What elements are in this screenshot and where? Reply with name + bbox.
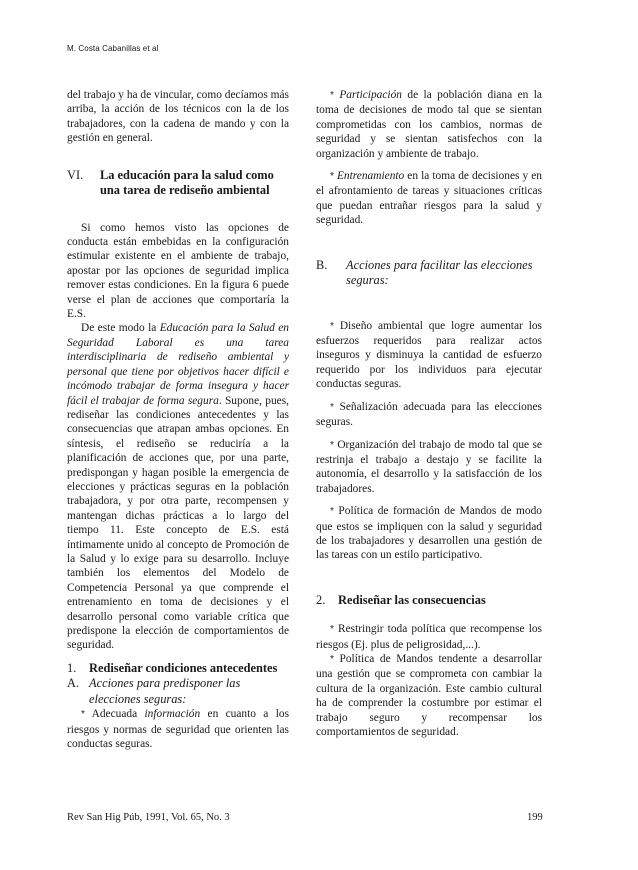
section-number: 2. [316, 592, 326, 607]
text-run: en la toma de decisiones y en el afrontamiento de tareas y situaciones críticas que puedan entrañar riesgos para la salud y seguridad. [316, 170, 542, 227]
text-run: Restringir toda política que recompense los riesgos (Ej. plus de peligrosidad,...). [316, 623, 542, 651]
left-column [67, 88, 289, 752]
asterisk-bullet: * [330, 171, 334, 183]
text-run: Política de formación de Mandos de modo que estos se impliquen con la salud y seguridad de los trabajadores y desarrollen una gestión de las tareas con un estilo participativo. [316, 505, 542, 562]
text-run: . Supone, pues, rediseñar las condiciones antecedentes y las consecuencias que atrapan ambas opciones. En síntesis, el rediseño se reduciría a la planificación de acciones que, por una parte, predispongan y hagan posible la emergencia de elecciones y prácticas seguras en la población trabajadora, y por otra parte, recompensen y mantengan dichas prácticas a lo largo del tiempo 11. Este concepto de E.S. está íntimamente unido al concepto de Promoción de la Salud y lo exige para su desarrollo. Incluye también los elementos del Modelo de Competencia Personal ya que comprende el entrenamiento en toma de decisiones y el desarrollo personal como variable crítica que predispone la elección de comportamientos de seguridad. [67, 394, 290, 652]
right-column [316, 88, 542, 740]
text-run: Política de Mandos tendente a desarrollar una gestión que se comprometa con cambiar la cultura de la organización. Este cambio cultural ha de comprender la costumbre por estimar el trabajo seguro y recompensar los comportamientos de seguridad. [316, 653, 542, 739]
bullet-item [316, 400, 542, 430]
section-number: VI. [67, 167, 84, 182]
bullet-item [316, 169, 542, 228]
section-title: Acciones para predisponer las elecciones seguras: [89, 676, 241, 706]
emphasis-text: Educación para la Salud en Seguridad Laboral es una tarea interdisciplinaria de rediseño ambiental y personal que tiene por objetivos hacer difícil e incómodo trabajar de forma insegura y hacer fácil el trabajar de forma segura [67, 322, 289, 407]
asterisk-bullet: * [330, 439, 334, 451]
asterisk-bullet: * [330, 320, 334, 332]
asterisk-bullet: * [330, 624, 334, 636]
asterisk-bullet: * [330, 654, 334, 666]
section-title: La educación para la salud como una tarea de rediseño ambiental [100, 167, 274, 198]
asterisk-bullet: * [330, 90, 334, 101]
section-letter: A. [67, 676, 80, 691]
subsection-heading-b [316, 258, 542, 289]
bullet-item [316, 652, 542, 739]
page-number: 199 [527, 812, 543, 823]
bullet-item [316, 88, 542, 161]
text-run: Organización del trabajo de modo tal que se restrinja el trabajo a destajo y se facilite la autonomía, el desarrollo y la satisfacción de los trabajadores. [316, 438, 542, 495]
subsection-heading-a [67, 676, 289, 707]
text-run: Señalización adecuada para las elecciones seguras. [316, 400, 542, 429]
bullet-item [316, 319, 542, 392]
emphasis-text: Participación [339, 89, 402, 101]
text-run: de la población diana en la toma de decisiones de modo tal que se sientan comprometidas con los cambios, normas de seguridad y se sientan satisfechos con la organización y ambiente de trabajo. [316, 89, 542, 160]
bullet-item [316, 438, 542, 497]
section-title: Rediseñar las consecuencias [338, 592, 486, 607]
emphasis-text: Entrenamiento [336, 170, 405, 183]
text-run: en cuanto a los riesgos y normas de seguridad que orienten las conductas seguras. [67, 708, 289, 751]
text-run: Diseño ambiental que logre aumentar los esfuerzos requeridos para realizar actos inseguros y disminuya la cantidad de esfuerzo requerido por los individuos para ejecutar conductas seguras. [316, 319, 542, 391]
asterisk-bullet: * [81, 709, 85, 721]
section-title: Acciones para facilitar las elecciones seguras: [346, 257, 533, 288]
asterisk-bullet: * [330, 506, 334, 518]
bullet-item [316, 504, 542, 563]
paragraph: Si como hemos visto las opciones de conducta están embebidas en la configuración estimular existente en el ambiente de trabajo, apostar por las opciones de seguridad implica remover estas condiciones. En la figura 6 puede verse el plan de acciones que comportaría la E.S. [67, 221, 289, 321]
paragraph [67, 321, 289, 652]
journal-citation: Rev San Hig Púb, 1991, Vol. 65, No. 3 [67, 812, 230, 823]
emphasis-text: información [144, 708, 201, 721]
section-title: Rediseñar condiciones antecedentes [89, 660, 278, 675]
asterisk-bullet: * [330, 401, 334, 413]
section-letter: B. [316, 257, 328, 272]
text-run: De este modo la [81, 322, 160, 335]
running-head: M. Costa Cabanillas et al [67, 44, 159, 53]
subsection-heading-2 [316, 593, 542, 609]
section-heading-vi [67, 168, 289, 199]
section-number: 1. [67, 660, 77, 675]
subsection-heading-1 [67, 661, 289, 677]
bullet-item [67, 707, 289, 751]
bullet-item [316, 622, 542, 652]
paragraph: del trabajo y ha de vincular, como decíamos más arriba, la acción de los técnicos con la de los trabajadores, con la cadena de mando y con la gestión en general. [67, 89, 289, 145]
text-run: Adecuada [91, 708, 145, 721]
